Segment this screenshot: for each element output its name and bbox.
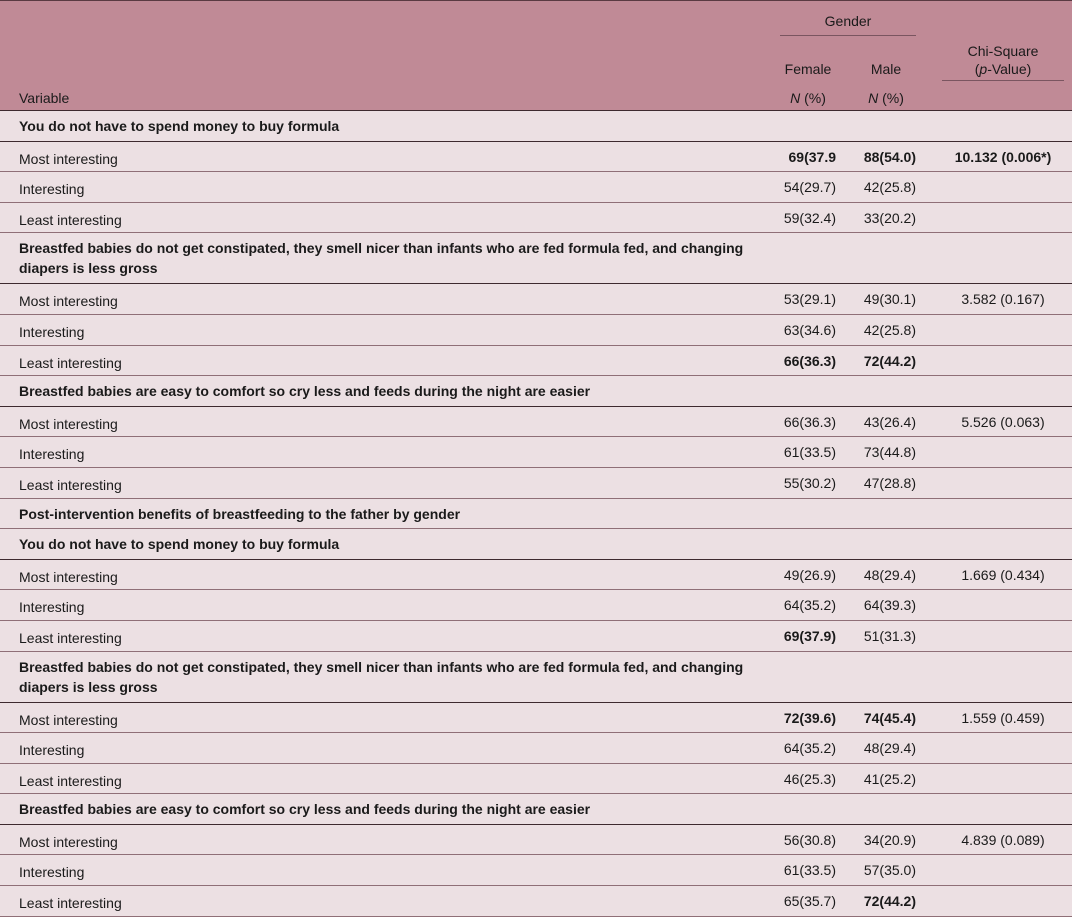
row-label: Most interesting [19,150,118,167]
table-row [0,407,1072,438]
male-value: 72(44.2) [863,893,916,910]
male-value: 49(30.1) [863,291,916,308]
female-value: 69(37.9 [788,148,836,165]
chi-open-paren: ( [974,61,980,77]
section-label: Breastfed babies are easy to comfort so cry less and feeds during the night are easier [19,801,591,818]
row-label: Least interesting [19,772,122,789]
gender-spanner-rule [780,35,916,36]
male-value: 47(28.8) [863,474,916,491]
table-row [0,346,1072,377]
male-n-pct: (%) [878,90,904,106]
male-value: 88(54.0) [863,148,916,165]
male-value: 57(35.0) [863,862,916,879]
row-label: Least interesting [19,895,122,912]
female-value: 54(29.7) [783,179,836,196]
table-body [0,111,1072,917]
section-row [0,233,1072,284]
row-label: Least interesting [19,476,122,493]
female-value: 66(36.3) [783,352,836,369]
row-label: Most interesting [19,415,118,432]
row-label: Most interesting [19,711,118,728]
male-header: Male [870,61,902,77]
male-value: 41(25.2) [863,770,916,787]
row-label: Interesting [19,323,85,340]
male-value: 48(29.4) [863,740,916,757]
female-value: 72(39.6) [783,709,836,726]
chi-square-value: 1.669 (0.434) [961,566,1045,583]
male-value: 33(20.2) [863,209,916,226]
section-label: You do not have to spend money to buy formula [19,118,340,134]
section-label: Breastfed babies do not get constipated, they smell nicer than infants who are fed formula fed, and changing diapers is less gross [19,240,744,277]
table-row [0,560,1072,591]
section-label: You do not have to spend money to buy formula [19,536,340,553]
female-value: 64(35.2) [783,740,836,757]
female-n-pct: (%) [800,90,826,106]
row-label: Least interesting [19,354,122,371]
chi-square-value: 4.839 (0.089) [961,831,1045,848]
row-label: Interesting [19,742,85,759]
section-row [0,794,1072,825]
table-row [0,315,1072,346]
table-row [0,468,1072,499]
female-value: 63(34.6) [783,321,836,338]
table-row [0,172,1072,203]
chi-square-header [942,42,1064,78]
row-label: Interesting [19,864,85,881]
table-row [0,825,1072,856]
row-label: Most interesting [19,833,118,850]
variable-header: Variable [19,90,70,106]
row-label: Least interesting [19,211,122,228]
female-value: 59(32.4) [783,209,836,226]
section-row [0,376,1072,407]
gender-header: Gender [824,13,872,29]
male-value: 42(25.8) [863,179,916,196]
female-value: 46(25.3) [783,770,836,787]
table-row [0,764,1072,795]
male-value: 64(39.3) [863,597,916,614]
female-value: 65(35.7) [783,893,836,910]
section-label: Post-intervention benefits of breastfeeding to the father by gender [19,505,461,522]
section-label: Breastfed babies do not get constipated, they smell nicer than infants who are fed formula fed, and changing diapers is less gross [19,658,744,695]
female-value: 56(30.8) [783,831,836,848]
female-value: 55(30.2) [783,474,836,491]
chi-p-letter: p [979,61,988,77]
female-value: 64(35.2) [783,597,836,614]
male-value: 43(26.4) [863,413,916,430]
chi-square-value: 5.526 (0.063) [961,413,1045,430]
female-value: 49(26.9) [783,566,836,583]
chi-square-rule [942,80,1064,81]
female-n-header [780,90,836,106]
table-row [0,703,1072,734]
female-value: 69(37.9) [783,627,836,644]
table-row [0,590,1072,621]
table-row [0,437,1072,468]
section-label: Breastfed babies are easy to comfort so cry less and feeds during the night are easier [19,383,591,400]
chi-square-value: 10.132 (0.006*) [954,148,1052,165]
row-label: Least interesting [19,629,122,646]
table-row [0,203,1072,234]
table-row [0,855,1072,886]
chi-square-value: 3.582 (0.167) [961,291,1045,308]
male-n-letter: N [868,90,879,106]
table-row [0,886,1072,917]
female-value: 61(33.5) [783,444,836,461]
chi-value-text: -Value) [987,61,1032,77]
table-row [0,733,1072,764]
male-value: 48(29.4) [863,566,916,583]
male-value: 73(44.8) [863,444,916,461]
male-value: 74(45.4) [863,709,916,726]
row-label: Most interesting [19,293,118,310]
male-value: 72(44.2) [863,352,916,369]
section-row [0,111,1072,142]
row-label: Interesting [19,446,85,463]
table-row [0,284,1072,315]
male-value: 51(31.3) [863,627,916,644]
female-n-letter: N [790,90,801,106]
female-value: 61(33.5) [783,862,836,879]
chi-square-title: Chi-Square [967,43,1039,59]
row-label: Interesting [19,181,85,198]
table-row [0,621,1072,652]
section-row [0,652,1072,703]
section-row [0,499,1072,530]
female-value: 66(36.3) [783,413,836,430]
table-header [0,0,1072,111]
row-label: Interesting [19,599,85,616]
male-n-header [856,90,916,106]
male-value: 42(25.8) [863,321,916,338]
male-value: 34(20.9) [863,831,916,848]
section-row [0,529,1072,560]
chi-square-value: 1.559 (0.459) [961,709,1045,726]
female-header: Female [784,61,832,77]
female-value: 53(29.1) [783,291,836,308]
table-row [0,142,1072,173]
row-label: Most interesting [19,568,118,585]
